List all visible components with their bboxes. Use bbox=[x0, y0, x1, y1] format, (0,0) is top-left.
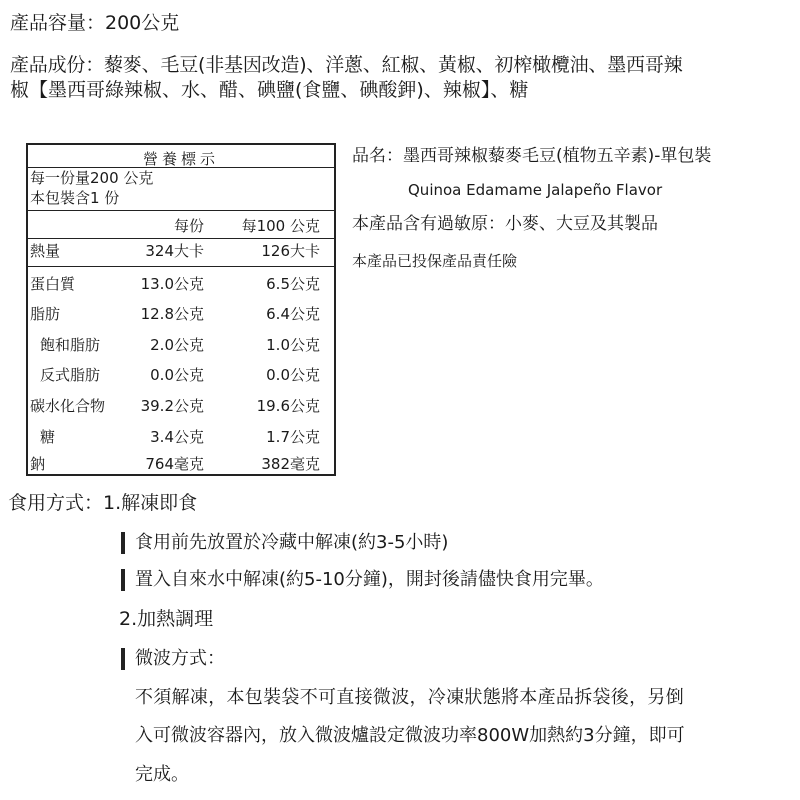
nutrient-name: 飽和脂肪 bbox=[40, 336, 101, 354]
value-per-serving: 324大卡 bbox=[145, 242, 204, 260]
allergen-notice: 本產品含有過敏原：小麥、大豆及其製品 bbox=[352, 214, 658, 234]
divider bbox=[28, 238, 334, 239]
nutrition-title: 營養標示 bbox=[142, 150, 219, 168]
value-per-serving: 13.0公克 bbox=[140, 275, 204, 293]
value-per-100g: 0.0公克 bbox=[266, 366, 320, 384]
nutrient-name: 鈉 bbox=[30, 455, 46, 473]
microwave-instructions-line-3: 完成。 bbox=[135, 764, 189, 785]
value-per-serving: 3.4公克 bbox=[150, 428, 204, 446]
bullet-bar bbox=[121, 648, 125, 670]
nutrient-name: 碳水化合物 bbox=[30, 397, 106, 415]
ingredients-line-2: 椒【墨西哥綠辣椒、水、醋、碘鹽(食鹽、碘酸鉀)、辣椒】、糖 bbox=[10, 79, 529, 101]
bullet-bar bbox=[121, 532, 125, 554]
value-per-100g: 6.4公克 bbox=[266, 305, 320, 323]
servings-per-package: 本包裝含1 份 bbox=[30, 189, 120, 207]
product-english-name: Quinoa Edamame Jalapeño Flavor bbox=[408, 181, 663, 199]
product-name: 品名：墨西哥辣椒藜麥毛豆(植物五辛素)-單包裝 bbox=[352, 146, 712, 166]
value-per-serving: 764毫克 bbox=[145, 455, 204, 473]
value-per-100g: 1.0公克 bbox=[266, 336, 320, 354]
ingredients-line-1: 產品成份：藜麥、毛豆(非基因改造)、洋蔥、紅椒、黃椒、初榨橄欖油、墨西哥辣 bbox=[10, 54, 683, 76]
header-per-serving: 每份 bbox=[173, 217, 204, 235]
value-per-100g: 382毫克 bbox=[261, 455, 320, 473]
divider bbox=[28, 210, 334, 211]
thaw-fridge-step: 食用前先放置於冷藏中解凍(約3-5小時) bbox=[135, 532, 449, 553]
value-per-serving: 39.2公克 bbox=[140, 397, 204, 415]
value-per-serving: 2.0公克 bbox=[150, 336, 204, 354]
insurance-notice: 本產品已投保產品責任險 bbox=[352, 252, 518, 270]
nutrient-name: 熱量 bbox=[30, 242, 61, 260]
microwave-title: 微波方式： bbox=[135, 648, 225, 669]
product-capacity: 產品容量：200公克 bbox=[10, 12, 180, 34]
bullet-bar bbox=[121, 569, 125, 591]
value-per-serving: 12.8公克 bbox=[140, 305, 204, 323]
value-per-100g: 19.6公克 bbox=[256, 397, 320, 415]
divider bbox=[28, 167, 334, 168]
nutrient-name: 蛋白質 bbox=[30, 275, 76, 293]
value-per-100g: 1.7公克 bbox=[266, 428, 320, 446]
value-per-100g: 126大卡 bbox=[261, 242, 320, 260]
microwave-instructions-line-1: 不須解凍，本包裝袋不可直接微波，冷凍狀態將本產品拆袋後，另倒 bbox=[135, 687, 684, 708]
header-per-100g: 每100 公克 bbox=[241, 217, 320, 235]
heating-title: 2.加熱調理 bbox=[119, 608, 214, 630]
divider bbox=[28, 266, 334, 267]
microwave-instructions-line-2: 入可微波容器內，放入微波爐設定微波功率800W加熱約3分鐘，即可 bbox=[135, 725, 685, 746]
value-per-serving: 0.0公克 bbox=[150, 366, 204, 384]
nutrient-name: 反式脂肪 bbox=[40, 366, 101, 384]
nutrition-facts-table bbox=[26, 143, 336, 476]
nutrient-name: 糖 bbox=[40, 428, 56, 446]
value-per-100g: 6.5公克 bbox=[266, 275, 320, 293]
thaw-water-step: 置入自來水中解凍(約5-10分鐘)，開封後請儘快食用完畢。 bbox=[135, 569, 604, 590]
nutrient-name: 脂肪 bbox=[30, 305, 61, 323]
serving-size: 每一份量200 公克 bbox=[30, 169, 154, 187]
usage-title: 食用方式：1.解凍即食 bbox=[8, 492, 198, 514]
